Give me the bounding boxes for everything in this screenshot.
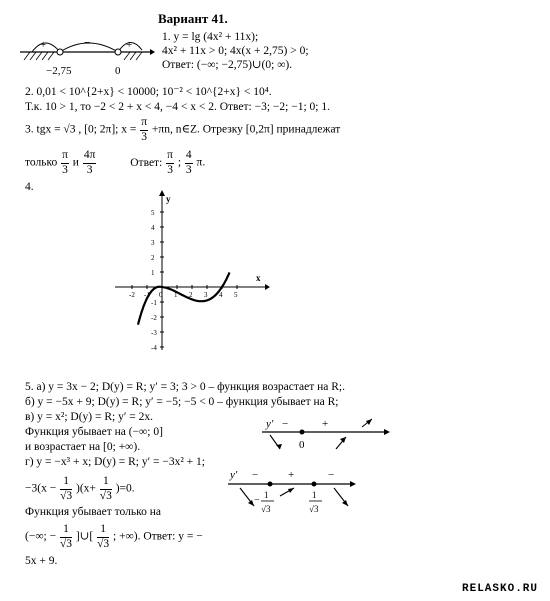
task5-c: в) y = x²; D(y) = R; y′ = 2x. bbox=[25, 411, 153, 423]
y-tick-label: -1 bbox=[151, 299, 157, 307]
x-axis-label: x bbox=[256, 273, 261, 283]
task5-c3: и возрастает на [0; +∞). bbox=[25, 441, 141, 453]
watermark: RELASKO.RU bbox=[462, 583, 539, 595]
minus-mid: − bbox=[84, 37, 91, 49]
page-title: Вариант 41. bbox=[158, 11, 228, 26]
plus-right: + bbox=[126, 39, 133, 51]
task5-b: б) y = −5x + 9; D(y) = R; y′ = −5; −5 < 0 – функция убывает на R; bbox=[25, 396, 339, 408]
task3-line1 bbox=[25, 117, 340, 143]
yprime-label-1: y′ bbox=[266, 418, 274, 430]
task5-d2: Функция убывает только на bbox=[25, 506, 161, 518]
x-tick-label: 5 bbox=[234, 291, 238, 299]
ans-end: ; +∞). Ответ: y = − bbox=[113, 530, 203, 543]
task3-line2 bbox=[25, 150, 205, 176]
task5-a: 5. а) y = 3x − 2; D(y) = R; y′ = 3; 3 > 0 – функция возрастает на R;. bbox=[25, 381, 345, 393]
task4-label: 4. bbox=[25, 181, 34, 193]
x-tick-label: 0 bbox=[159, 291, 163, 299]
fraction-1-over-sqrt3-a: $\frac{1}{√3}$ bbox=[60, 475, 73, 502]
y-tick-label: -4 bbox=[151, 344, 157, 352]
minus-sign-1: − bbox=[282, 418, 289, 430]
task3-answer-label: Ответ: bbox=[130, 156, 163, 169]
separator: ; bbox=[177, 156, 182, 169]
neg-frac-den: √3 bbox=[261, 504, 271, 514]
task4-graph bbox=[110, 190, 270, 355]
y-tick-label: 2 bbox=[151, 254, 155, 262]
fraction-1-over-sqrt3-c: $\frac{1}{√3}$ bbox=[59, 523, 73, 550]
y-axis-label: y bbox=[166, 194, 171, 204]
word-and: и bbox=[72, 156, 79, 169]
fraction-1-over-sqrt3-b: $\frac{1}{√3}$ bbox=[99, 475, 112, 502]
zero-label-1: 0 bbox=[299, 439, 305, 451]
eq-mid: )(x+ bbox=[76, 482, 96, 495]
task1-answer: Ответ: (−∞; −2,75)∪(0; ∞). bbox=[162, 59, 293, 71]
task5-d-equation bbox=[25, 476, 135, 502]
minus-sign-2b: − bbox=[328, 469, 335, 481]
ans-start: (−∞; − bbox=[25, 530, 57, 543]
word-only: только bbox=[25, 156, 58, 169]
pos-frac-num: 1 bbox=[312, 490, 317, 500]
task5-answer-last: 5x + 9. bbox=[25, 555, 58, 567]
yprime-label-2: y′ bbox=[230, 469, 238, 481]
y-tick-label: 3 bbox=[151, 239, 155, 247]
y-tick-label: -3 bbox=[151, 329, 157, 337]
pos-frac-den: √3 bbox=[309, 504, 319, 514]
task1-line2: 4x² + 11x > 0; 4x(x + 2,75) > 0; bbox=[162, 45, 309, 57]
plus-left: + bbox=[40, 39, 47, 51]
task5-d: г) y = −x³ + x; D(y) = R; y′ = −3x² + 1; bbox=[25, 456, 205, 468]
y-tick-label: 1 bbox=[151, 269, 155, 277]
task3-mid: +πn, n∈Z. Отрезку [0,2π] принадлежат bbox=[151, 123, 341, 136]
fraction-pi-over-3: $\frac{\pi}{3}$ bbox=[141, 116, 148, 143]
ans-mid: ]∪[ bbox=[75, 530, 94, 543]
y-tick-label: 4 bbox=[151, 224, 155, 232]
x-tick-label: 2 bbox=[189, 291, 193, 299]
y-tick-label: 5 bbox=[151, 209, 155, 217]
eq-end: )=0. bbox=[115, 482, 135, 495]
fraction-4-over-3: $\frac{4}{3}$ bbox=[185, 149, 192, 176]
fraction-4pi-over-3: $\frac{4\pi}{3}$ bbox=[83, 149, 96, 176]
minus-sign-2a: − bbox=[252, 469, 259, 481]
eq-start: −3(x − bbox=[25, 482, 57, 495]
pi-end: π. bbox=[196, 156, 206, 169]
x-tick-label: 4 bbox=[219, 291, 223, 299]
task3-start: 3. tgx = √3 , [0; 2π]; x = bbox=[25, 123, 137, 136]
sign-diagram-cubic bbox=[228, 466, 358, 526]
plus-sign-2: + bbox=[288, 469, 295, 481]
x-tick-label: 3 bbox=[204, 291, 208, 299]
x-tick-label: -2 bbox=[129, 291, 135, 299]
task5-answer bbox=[25, 524, 203, 550]
fraction-pi-over-3-b: $\frac{\pi}{3}$ bbox=[62, 149, 68, 176]
plus-sign-1: + bbox=[322, 418, 329, 430]
fraction-pi-over-3-c: $\frac{\pi}{3}$ bbox=[167, 149, 173, 176]
task2-line2: Т.к. 10 > 1, то −2 < 2 + x < 4, −4 < x < 2. Ответ: −3; −2; −1; 0; 1. bbox=[25, 101, 330, 113]
neg-sign-2: − bbox=[254, 495, 260, 506]
left-root-label: −2,75 bbox=[46, 65, 72, 77]
neg-frac-num: 1 bbox=[264, 490, 269, 500]
fraction-1-over-sqrt3-d: $\frac{1}{√3}$ bbox=[97, 523, 110, 550]
sign-diagram-y-squared bbox=[262, 415, 392, 455]
task1-sign-diagram bbox=[20, 30, 155, 80]
y-tick-label: -2 bbox=[151, 314, 157, 322]
task5-c2: Функция убывает на (−∞; 0] bbox=[25, 426, 163, 438]
task2-line1: 2. 0,01 < 10^{2+x} < 10000; 10⁻² < 10^{2+x} < 10⁴. bbox=[25, 86, 272, 98]
right-root-label: 0 bbox=[115, 65, 121, 77]
x-tick-label: -1 bbox=[144, 291, 150, 299]
task1-line1: 1. y = lg (4x² + 11x); bbox=[162, 31, 259, 43]
x-tick-label: 1 bbox=[174, 291, 178, 299]
